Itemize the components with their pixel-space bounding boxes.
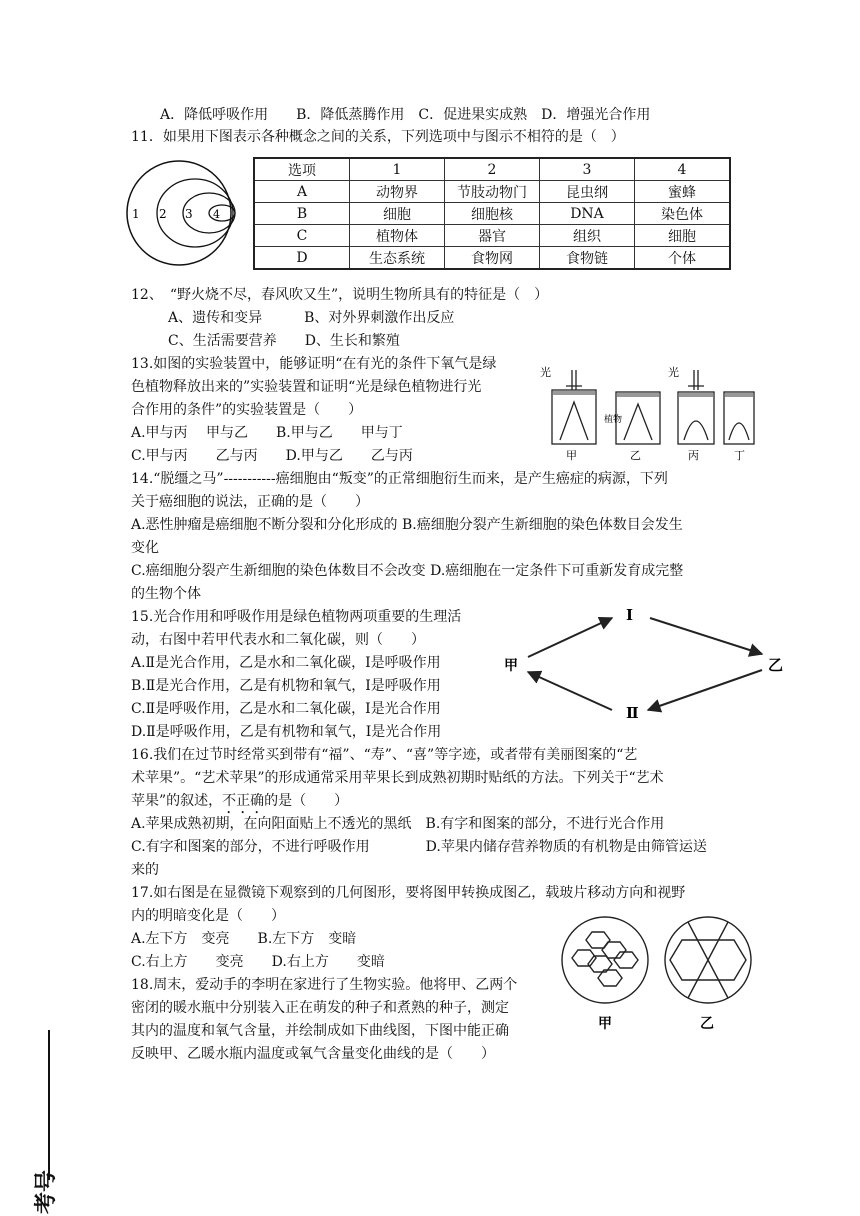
q18-stem-line1: 18.周末，爱动手的李明在家进行了生物实验。他将甲、乙两个 [131, 977, 518, 993]
table-cell: 食物网 [445, 247, 540, 270]
q13-stem-line1: 13.如图的实验装置中，能够证明“在有光的条件下氧气是绿 [131, 356, 497, 372]
circle-label-1: 1 [132, 207, 140, 221]
table-cell: 蜜蜂 [635, 181, 731, 203]
exam-number-underline [48, 1030, 50, 1180]
exam-number-label: 考号 [33, 1169, 59, 1214]
q11-stem: 11．如果用下图表示各种概念之间的关系，下列选项中与图示不相符的是（ ） [131, 129, 625, 145]
table-cell: B [254, 203, 350, 225]
q14-stem-line2: 关于癌细胞的说法，正确的是（ ） [131, 494, 369, 510]
jar-label-bing: 丙 [688, 449, 699, 462]
plant-label: 植物 [604, 415, 623, 425]
q13-apparatus-figure [538, 362, 758, 462]
q12-stem: 12、 “野火烧不尽，春风吹又生”，说明生物所具有的特征是（ ） [131, 287, 549, 303]
q12-option-line1: A、遗传和变异 B、对外界刺激作出反应 [168, 310, 455, 326]
jar-label-ding: 丁 [734, 449, 745, 462]
table-cell: 植物体 [350, 225, 445, 247]
jar-label-yi: 乙 [630, 449, 641, 462]
circle-label-3: 3 [185, 207, 193, 221]
q10-options: A．降低呼吸作用 B．降低蒸腾作用 C．促进果实成熟 D．增强光合作用 [160, 107, 651, 123]
table-header-row [254, 158, 730, 181]
table-row [254, 247, 730, 270]
q17-microscope-views [558, 912, 758, 1036]
q15-option-c: C.Ⅱ是呼吸作用，乙是水和二氧化碳，Ⅰ是光合作用 [131, 701, 441, 717]
table-row [254, 225, 730, 247]
table-cell: 染色体 [635, 203, 731, 225]
q15-option-a: A.Ⅱ是光合作用，乙是水和二氧化碳，Ⅰ是呼吸作用 [131, 655, 441, 671]
q13-options-line2: C.甲与丙 乙与丙 D.甲与乙 乙与丙 [131, 448, 413, 464]
table-cell: 动物界 [350, 181, 445, 203]
table-cell: 食物链 [540, 247, 635, 270]
circle-label-2: 2 [159, 207, 167, 221]
table-header: 2 [445, 158, 540, 181]
table-cell: A [254, 181, 350, 203]
table-cell: 个体 [635, 247, 731, 270]
table-cell: DNA [540, 203, 635, 225]
q11-options-table [253, 157, 731, 270]
q15-cycle-diagram [500, 602, 800, 722]
cycle-node-right: 乙 [768, 656, 784, 674]
table-cell: 组织 [540, 225, 635, 247]
table-header: 选项 [254, 158, 350, 181]
q13-stem-line3: 合作用的条件”的实验装置是（ ） [131, 402, 363, 418]
q15-option-b: B.Ⅱ是光合作用，乙是有机物和氧气，Ⅰ是呼吸作用 [131, 678, 441, 694]
table-header: 1 [350, 158, 445, 181]
q16-stem-text: 苹果”的叙述， [131, 793, 223, 809]
q14-option-line2: 变化 [131, 540, 159, 556]
q13-stem-line2: 色植物释放出来的”实验装置和证明“光是绿色植物进行光 [131, 379, 482, 395]
table-cell: 细胞 [635, 225, 731, 247]
q14-option-line1: A.恶性肿瘤是癌细胞不断分裂和分化形成的 B.癌细胞分裂产生新细胞的染色体数目会发生 [131, 517, 683, 533]
table-row [254, 203, 730, 225]
q16-option-line1: A.苹果成熟初期，在向阳面贴上不透光的黑纸 B.有字和图案的部分，不进行光合作用 [131, 816, 665, 832]
q16-stem-line1: 16.我们在过节时经常买到带有“福”、“寿”、“喜”等字迹，或者带有美丽图案的“艺 [131, 747, 638, 763]
cycle-node-top: Ⅰ [626, 606, 634, 624]
q15-stem-line1: 15.光合作用和呼吸作用是绿色植物两项重要的生理活 [131, 609, 462, 625]
q17-option-line1: A.左下方 变亮 B.左下方 变暗 [131, 931, 357, 947]
q14-stem-line1: 14.“脱缰之马”-----------癌细胞由“叛变”的正常细胞衍生而来，是产生癌症的病源，下列 [131, 471, 668, 487]
emphasis-text: 不正确 [222, 793, 265, 809]
q18-stem-line3: 其内的温度和氧气含量，并绘制成如下曲线图，下图中能正确 [131, 1023, 509, 1039]
q17-option-line2: C.右上方 变亮 D.右上方 变暗 [131, 954, 385, 970]
q18-stem-line2: 密闭的暖水瓶中分别装入正在萌发的种子和煮熟的种子，测定 [131, 1000, 509, 1016]
circle-label-4: 4 [213, 208, 220, 221]
view-label-yi: 乙 [700, 1016, 714, 1032]
q14-option-line3: C.癌细胞分裂产生新细胞的染色体数目不会改变 D.癌细胞在一定条件下可重新发育成完整 [131, 563, 684, 579]
table-cell: 昆虫纲 [540, 181, 635, 203]
q16-stem-line2: 术苹果”。“艺术苹果”的形成通常采用苹果长到成熟初期时贴纸的方法。下列关于“艺术 [131, 770, 664, 786]
table-cell: 细胞核 [445, 203, 540, 225]
q16-stem-text: 的是（ ） [264, 793, 349, 809]
light-label: 光 [668, 366, 679, 379]
q14-option-line4: 的生物个体 [131, 586, 201, 602]
q17-stem-line1: 17.如右图是在显微镜下观察到的几何图形，要将图甲转换成图乙，载玻片移动方向和视野 [131, 885, 686, 901]
table-cell: 细胞 [350, 203, 445, 225]
q12-option-line2: C、生活需要营养 D、生长和繁殖 [168, 333, 400, 349]
view-label-jia: 甲 [598, 1016, 612, 1032]
table-header: 3 [540, 158, 635, 181]
table-row [254, 181, 730, 203]
table-cell: 节肢动物门 [445, 181, 540, 203]
table-cell: C [254, 225, 350, 247]
q18-stem-line4: 反映甲、乙暖水瓶内温度或氧气含量变化曲线的是（ ） [131, 1046, 495, 1062]
cycle-node-bottom: Ⅱ [626, 704, 639, 722]
table-cell: 生态系统 [350, 247, 445, 270]
q16-option-line2: C.有字和图案的部分，不进行呼吸作用 D.苹果内储存营养物质的有机物是由筛管运送 [131, 839, 707, 855]
light-label: 光 [540, 366, 551, 379]
table-cell: 器官 [445, 225, 540, 247]
table-header: 4 [635, 158, 731, 181]
cycle-node-left: 甲 [504, 658, 518, 674]
concept-circles-diagram [125, 158, 237, 268]
q15-option-d: D.Ⅱ是呼吸作用，乙是有机物和氧气，Ⅰ是光合作用 [131, 724, 442, 740]
table-cell: D [254, 247, 350, 270]
jar-label-jia: 甲 [566, 449, 577, 462]
q17-stem-line2: 内的明暗变化是（ ） [131, 908, 285, 924]
q13-options-line1: A.甲与丙 甲与乙 B.甲与乙 甲与丁 [131, 425, 403, 441]
q16-option-line3: 来的 [131, 862, 159, 878]
q15-stem-line2: 动，右图中若甲代表水和二氧化碳，则（ ） [131, 632, 425, 648]
